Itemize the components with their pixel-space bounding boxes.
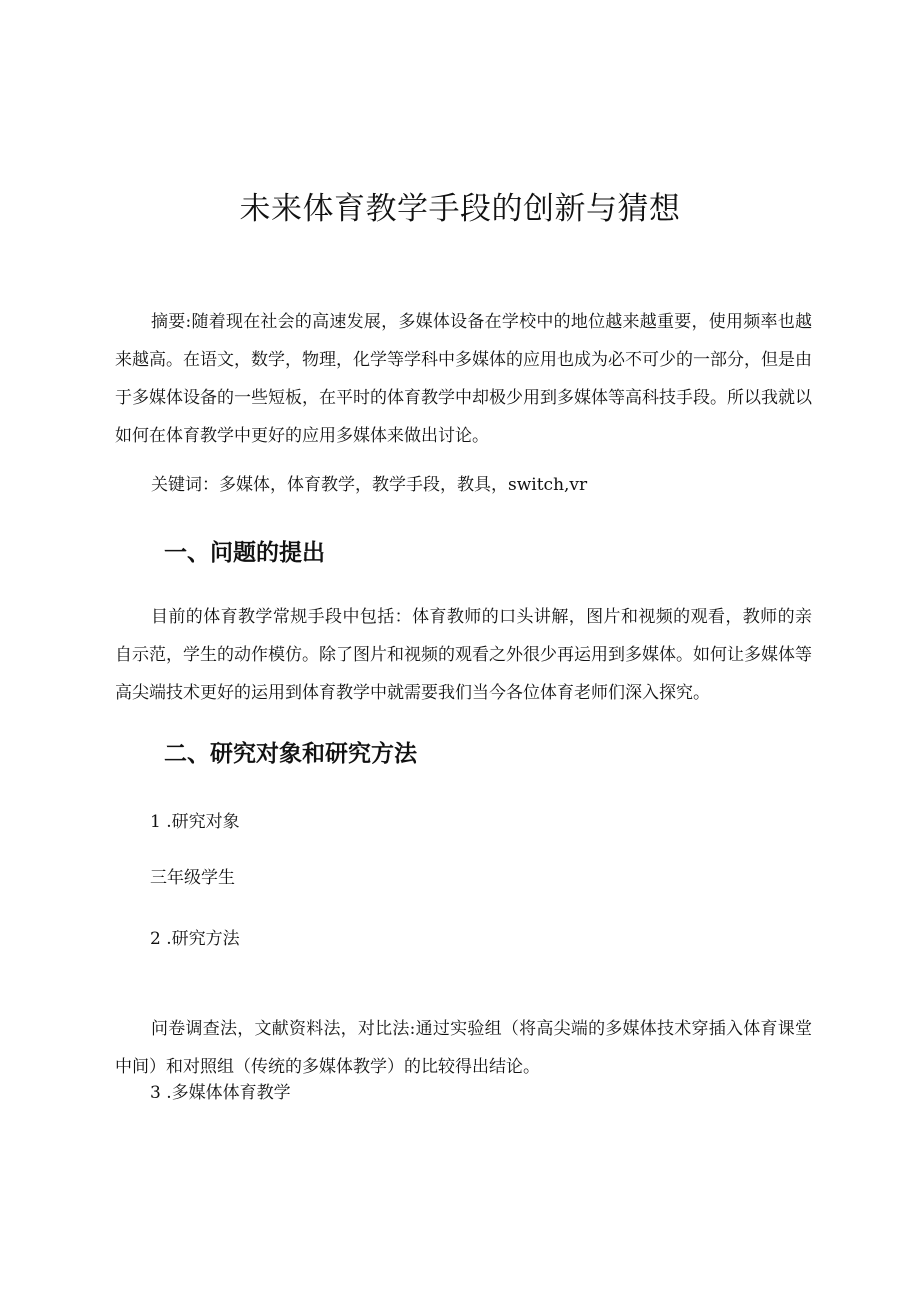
section-paragraph-problem: 目前的体育教学常规手段中包括：体育教师的口头讲解，图片和视频的观看，教师的亲自示范，学生的动作模仿。除了图片和视频的观看之外很少再运用到多媒体。如何让多媒体等高尖端技术更好的运用到体育教学中就需要我们当今各位体育老师们深入探究。 — [115, 607, 812, 703]
abstract-paragraph: 摘要:随着现在社会的高速发展，多媒体设备在学校中的地位越来越重要，使用频率也越来越高。在语文，数学，物理，化学等学科中多媒体的应用也成为必不可少的一部分，但是由于多媒体设备的一些短板，在平时的体育教学中却极少用到多媒体等高科技手段。所以我就以如何在体育教学中更好的应用多媒体来做出讨论。 — [115, 312, 812, 446]
document-title: 未来体育教学手段的创新与猜想 — [239, 190, 681, 227]
keywords-line: 关键词：多媒体，体育教学，教学手段，教具，switch,vr — [151, 475, 588, 495]
section-heading-method: 二、研究对象和研究方法 — [164, 741, 417, 767]
subsection-text-method: 问卷调查法，文献资料法，对比法:通过实验组（将高尖端的多媒体技术穿插入体育课堂中间）和对照组（传统的多媒体教学）的比较得出结论。 — [115, 1019, 812, 1077]
section-heading-problem: 一、问题的提出 — [164, 540, 325, 566]
subsection-label-multimedia: 3 .多媒体体育教学 — [150, 1083, 291, 1103]
subsection-label-object: 1 .研究对象 — [150, 812, 240, 832]
subsection-label-method: 2 .研究方法 — [150, 929, 240, 949]
subsection-text-object: 三年级学生 — [150, 868, 235, 888]
